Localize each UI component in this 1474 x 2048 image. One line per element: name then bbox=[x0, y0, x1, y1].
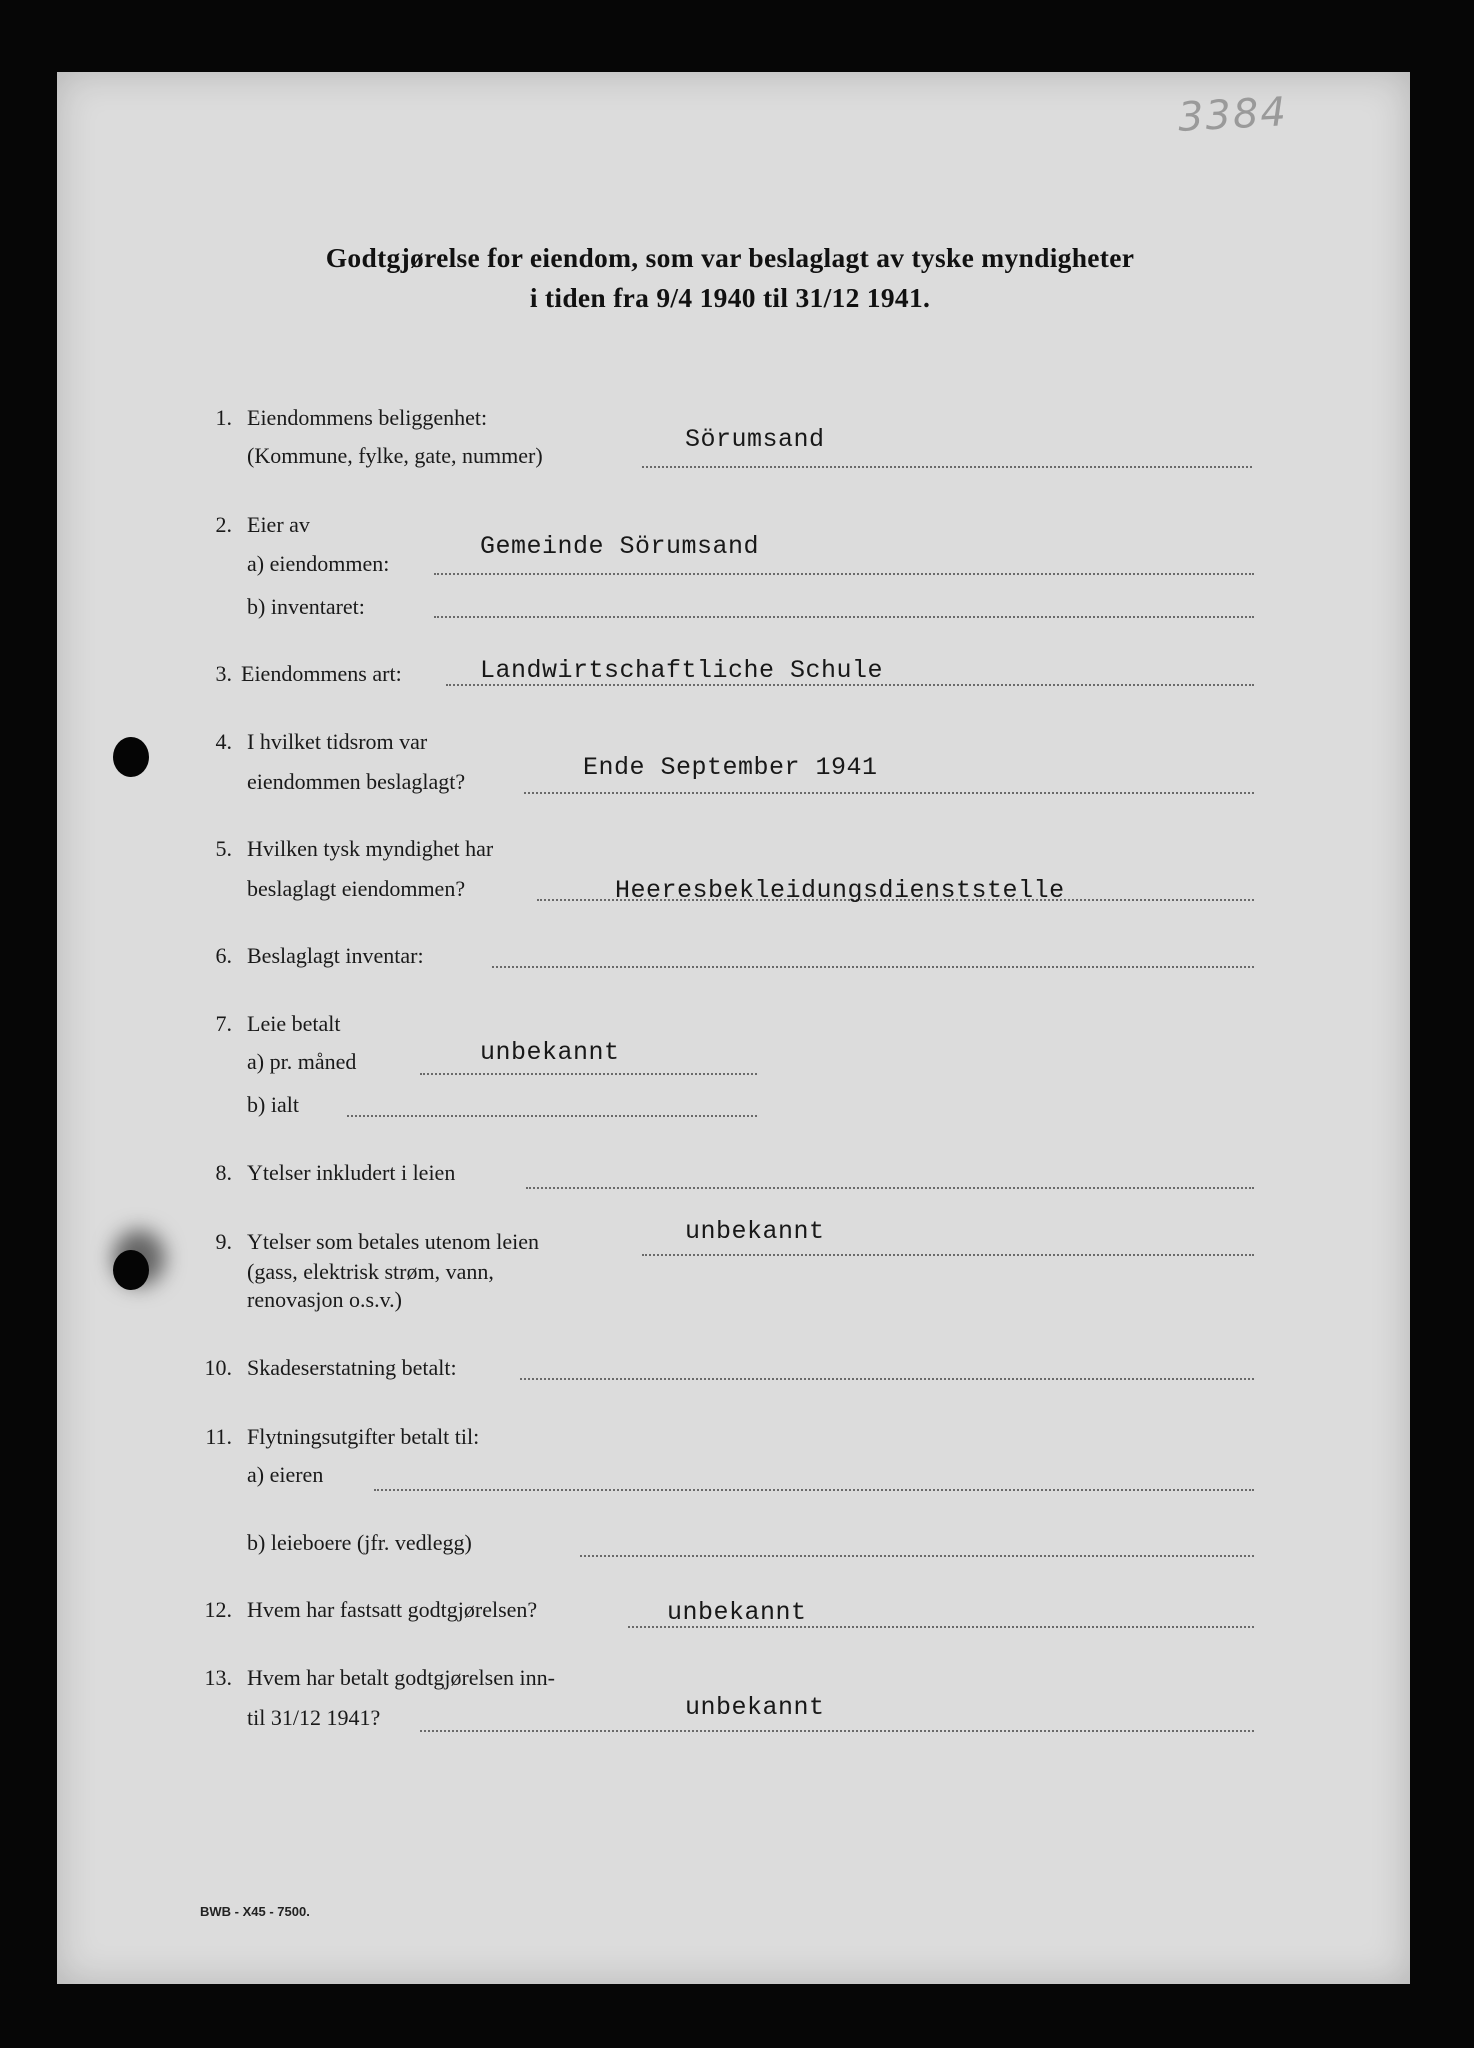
q2a-answer-line[interactable] bbox=[434, 573, 1254, 575]
q11a-label: a) eieren bbox=[247, 1462, 324, 1487]
q9-answer: unbekannt bbox=[685, 1217, 825, 1246]
q2-number: 2. bbox=[215, 512, 232, 537]
q5-label-2: beslaglagt eiendommen? bbox=[247, 876, 466, 901]
q5-number: 5. bbox=[215, 836, 232, 861]
q1-answer-line[interactable] bbox=[642, 466, 1252, 468]
q12-number: 12. bbox=[204, 1597, 232, 1622]
q9-number: 9. bbox=[215, 1229, 232, 1254]
q6-answer-line[interactable] bbox=[492, 966, 1254, 968]
form-title bbox=[180, 238, 1280, 318]
q11b-label: b) leieboere (jfr. vedlegg) bbox=[247, 1530, 472, 1555]
q13-answer-line[interactable] bbox=[420, 1730, 1254, 1732]
q7a-answer: unbekannt bbox=[480, 1038, 620, 1067]
q1-number: 1. bbox=[215, 405, 232, 430]
q4-answer: Ende September 1941 bbox=[583, 753, 878, 782]
q7b-label: b) ialt bbox=[247, 1092, 299, 1117]
q8-label: Ytelser inkludert i leien bbox=[247, 1160, 456, 1185]
punch-hole-bottom bbox=[113, 1250, 149, 1290]
q12-answer: unbekannt bbox=[667, 1598, 807, 1627]
q4-number: 4. bbox=[215, 729, 232, 754]
q3-answer: Landwirtschaftliche Schule bbox=[480, 656, 884, 685]
q1-answer: Sörumsand bbox=[685, 425, 825, 454]
q4-label: I hvilket tidsrom var bbox=[247, 729, 428, 754]
q5-label: Hvilken tysk myndighet har bbox=[247, 836, 494, 861]
q3-number: 3. bbox=[215, 661, 232, 686]
q2b-label: b) inventaret: bbox=[247, 594, 365, 619]
q9-answer-line[interactable] bbox=[642, 1254, 1254, 1256]
q9-hint-2: renovasjon o.s.v.) bbox=[247, 1287, 402, 1312]
q13-label: Hvem har betalt godtgjørelsen inn- bbox=[247, 1665, 555, 1690]
q13-answer: unbekannt bbox=[685, 1693, 825, 1722]
q4-label-2: eiendommen beslaglagt? bbox=[247, 769, 466, 794]
q6-number: 6. bbox=[215, 943, 232, 968]
q2b-answer-line[interactable] bbox=[434, 616, 1254, 618]
q7a-label: a) pr. måned bbox=[247, 1049, 357, 1074]
q10-label: Skadeserstatning betalt: bbox=[247, 1355, 457, 1380]
q11-number: 11. bbox=[205, 1424, 232, 1449]
q2-label: Eier av bbox=[247, 512, 310, 537]
q7a-answer-line[interactable] bbox=[420, 1073, 757, 1075]
q12-label: Hvem har fastsatt godtgjørelsen? bbox=[247, 1597, 538, 1622]
q2a-answer: Gemeinde Sörumsand bbox=[480, 532, 760, 561]
punch-hole-top bbox=[113, 737, 149, 777]
q10-number: 10. bbox=[204, 1355, 232, 1380]
q5-answer: Heeresbekleidungsdienststelle bbox=[615, 876, 1065, 905]
q7b-answer-line[interactable] bbox=[347, 1115, 757, 1117]
q1-label: Eiendommens beliggenhet: bbox=[247, 405, 488, 430]
q11b-answer-line[interactable] bbox=[580, 1555, 1254, 1557]
q6-label: Beslaglagt inventar: bbox=[247, 943, 424, 968]
q9-hint: (gass, elektrisk strøm, vann, bbox=[247, 1259, 494, 1284]
q2a-label: a) eiendommen: bbox=[247, 551, 390, 576]
q3-label: Eiendommens art: bbox=[241, 661, 402, 686]
handwritten-archive-number: 3384 bbox=[1176, 89, 1289, 141]
printer-code: BWB - X45 - 7500. bbox=[200, 1904, 310, 1919]
title-line-1: Godtgjørelse for eiendom, som var beslaglagt av tyske myndigheter bbox=[325, 242, 1135, 273]
q4-answer-line[interactable] bbox=[524, 792, 1254, 794]
q11a-answer-line[interactable] bbox=[374, 1489, 1254, 1491]
q9-label: Ytelser som betales utenom leien bbox=[247, 1229, 540, 1254]
q8-number: 8. bbox=[215, 1160, 232, 1185]
q8-answer-line[interactable] bbox=[526, 1187, 1254, 1189]
q7-number: 7. bbox=[215, 1011, 232, 1036]
q1-hint: (Kommune, fylke, gate, nummer) bbox=[247, 443, 543, 468]
q13-number: 13. bbox=[204, 1665, 232, 1690]
q7-label: Leie betalt bbox=[247, 1011, 341, 1036]
q13-label-2: til 31/12 1941? bbox=[247, 1705, 381, 1730]
title-line-2: i tiden fra 9/4 1940 til 31/12 1941. bbox=[529, 282, 931, 313]
q10-answer-line[interactable] bbox=[520, 1378, 1254, 1380]
q11-label: Flytningsutgifter betalt til: bbox=[247, 1424, 480, 1449]
